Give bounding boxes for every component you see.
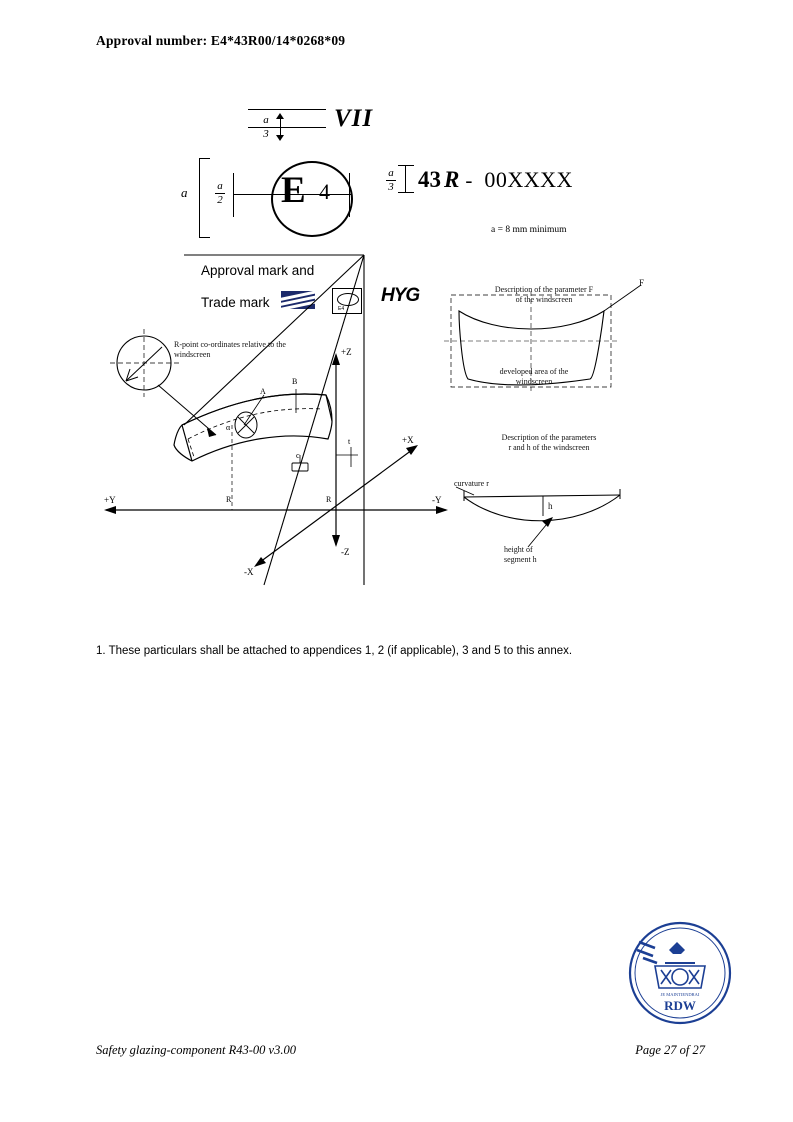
footer-left-text: Safety glazing-component R43-00 v3.00 xyxy=(96,1043,296,1057)
rdw-stamp-text: RDW xyxy=(664,998,696,1013)
a2-numerator: a xyxy=(217,180,223,192)
e-letter: E xyxy=(281,170,306,211)
windscreen-diagram xyxy=(96,95,706,625)
top-fraction-denominator: 3 xyxy=(263,127,269,140)
trade-mark-label: Trade mark xyxy=(201,295,270,310)
roman-numeral: VII xyxy=(334,105,374,132)
minimum-dimension-note: a = 8 mm minimum xyxy=(491,225,567,235)
developed-area-line2: windscreen xyxy=(515,377,553,386)
f-letter-label: F xyxy=(639,278,645,288)
parameter-f-line2: of the windscreen xyxy=(515,295,573,304)
segment-height-line2: segment h xyxy=(504,555,537,564)
top-fraction-numerator: a xyxy=(263,113,269,126)
parameters-rh-line2: r and h of the windscreen xyxy=(508,443,590,452)
dimension-a-label: a xyxy=(181,185,188,200)
approval-mark-figure xyxy=(96,95,706,625)
letter-t-label: t xyxy=(348,437,351,446)
segment-height-line1: height of xyxy=(504,545,533,554)
regulation-letter: R xyxy=(444,167,460,192)
regulation-number: 43 xyxy=(418,167,441,192)
letter-b-label: B xyxy=(292,377,298,386)
axis-minus-z-label: -Z xyxy=(341,547,350,557)
developed-area-line1: developed area of the xyxy=(499,367,569,376)
letter-c-label: c xyxy=(296,451,300,460)
country-code-number: 4 xyxy=(319,179,330,204)
footnote-text: 1. These particulars shall be attached to appendices 1, 2 (if applicable), 3 and 5 to this annex. xyxy=(96,645,573,657)
a2-denominator: 2 xyxy=(217,194,223,206)
h-letter-label: h xyxy=(548,501,553,511)
footer-page-number: Page 27 of 27 xyxy=(635,1043,705,1057)
parameters-rh-label xyxy=(474,433,624,453)
axis-minus-y-label: -Y xyxy=(432,495,442,505)
parameters-rh-line1: Description of the parameters xyxy=(501,433,597,442)
developed-area-label xyxy=(474,367,594,387)
rpoint-label: R-point co-ordinates relative to the windscreen xyxy=(174,340,286,359)
segment-height-label xyxy=(504,545,584,565)
parameter-f-label xyxy=(464,285,624,305)
svg-text:JE MAINTIENDRAI: JE MAINTIENDRAI xyxy=(660,992,700,997)
mark-dash: - xyxy=(465,167,473,192)
trademark-logo-3-icon: HYG xyxy=(381,285,420,306)
page-title: Approval number: E4*43R00/14*0268*09 xyxy=(96,33,346,48)
a3-denominator: 3 xyxy=(388,180,394,193)
letter-r-top-label: R xyxy=(226,495,232,504)
axis-plus-y-label: +Y xyxy=(104,495,116,505)
letter-alpha-label: α xyxy=(226,423,231,432)
trademark-2-sub: E4 xyxy=(338,306,345,312)
axis-minus-x-label: -X xyxy=(244,567,254,577)
axis-plus-z-label: +Z xyxy=(341,347,352,357)
approval-mark-label: Approval mark and xyxy=(201,263,315,278)
rdw-stamp xyxy=(625,918,735,1028)
letter-a-label: A xyxy=(260,387,266,396)
letter-r-bottom-label: R xyxy=(326,495,332,504)
curvature-label: curvature r xyxy=(454,479,489,488)
approval-sequence-number: 00XXXX xyxy=(484,167,573,192)
parameter-f-line1: Description of the parameter F xyxy=(494,285,594,294)
axis-plus-x-label: +X xyxy=(402,435,414,445)
a3-numerator: a xyxy=(388,166,394,179)
